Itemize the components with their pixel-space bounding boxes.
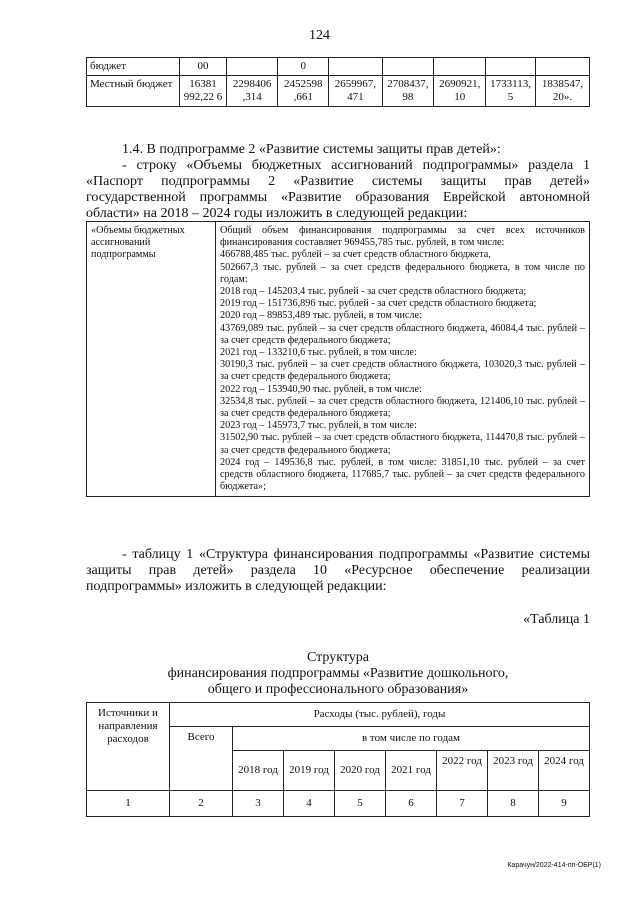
passport-line: 2023 год – 145973,7 тыс. рублей, в том числе: xyxy=(220,420,417,432)
passport-table xyxy=(86,221,590,497)
passport-line: 2020 год – 89853,489 тыс. рублей, в том числе: xyxy=(220,310,422,322)
column-number: 8 xyxy=(488,791,539,817)
column-number: 5 xyxy=(335,791,386,817)
structure-table xyxy=(86,702,590,817)
column-number: 6 xyxy=(386,791,437,817)
column-number: 2 xyxy=(170,791,233,817)
table-cell: 2690921, 10 xyxy=(434,76,486,107)
passport-line: 30190,3 тыс. рублей – за счет средств областного бюджета, 103020,3 тыс. рублей – за счет средств федерального бюджета; xyxy=(220,359,585,383)
structure-title-line: финансирования подпрограммы «Развитие дошкольного, xyxy=(167,666,509,681)
header-expenses: Расходы (тыс. рублей), годы xyxy=(170,703,590,727)
passport-line: 2021 год – 133210,6 тыс. рублей, в том числе: xyxy=(220,347,417,359)
table-cell: 00 xyxy=(180,58,227,76)
row-label: бюджет xyxy=(87,58,180,76)
table-row xyxy=(87,791,590,817)
table-cell: 1733113, 5 xyxy=(486,76,536,107)
header-year: 2024 год xyxy=(539,751,590,791)
table-cell: 2298406 ,314 xyxy=(227,76,278,107)
header-including: в том числе по годам xyxy=(233,727,590,751)
table-cell: 0 xyxy=(278,58,329,76)
table-header-row xyxy=(87,703,590,727)
header-year: 2019 год xyxy=(284,751,335,791)
page-number: 124 xyxy=(309,28,330,43)
passport-line: 2018 год – 145203,4 тыс. рублей - за счет средств областного бюджета; xyxy=(220,286,527,298)
header-sources: Источники и направления расходов xyxy=(87,703,170,791)
document-footer-code: Карачун/2022-414-пп-ОБР(1) xyxy=(507,862,601,869)
budget-table xyxy=(86,57,590,107)
passport-line: 502667,3 тыс. рублей – за счет средств федерального бюджета, в том числе по годам: xyxy=(220,261,585,285)
table-cell xyxy=(227,58,278,76)
header-year: 2020 год xyxy=(335,751,386,791)
column-number: 1 xyxy=(87,791,170,817)
table-cell xyxy=(329,58,382,76)
table-cell xyxy=(536,58,590,76)
passport-line: 2019 год – 151736,896 тыс. рублей - за счет средств областного бюджета; xyxy=(220,298,537,310)
row-label: Местный бюджет xyxy=(87,76,180,107)
paragraph-table-instruction: - таблицу 1 «Структура финансирования подпрограммы «Развитие системы защиты прав детей» раздела 10 «Ресурсное обеспечение реализации подпрограммы» изложить в следующей редакции: xyxy=(86,547,590,594)
passport-line: 2024 год – 149536,8 тыс. рублей, в том числе: 31851,10 тыс. рублей – за счет средств областного бюджета, 117685,7 тыс. рублей – за счет средств федерального бюджета»; xyxy=(220,456,585,493)
body-text-block-2 xyxy=(86,547,590,595)
table-cell xyxy=(434,58,486,76)
table-cell: 1838547, 20». xyxy=(536,76,590,107)
paragraph-subprogram-heading: 1.4. В подпрограмме 2 «Развитие системы защиты прав детей»: xyxy=(122,142,501,157)
table-cell: 16381 992,22 6 xyxy=(180,76,227,107)
header-year: 2021 год xyxy=(386,751,437,791)
header-year: 2018 год xyxy=(233,751,284,791)
table-row xyxy=(87,222,590,497)
structure-title xyxy=(86,650,590,698)
header-year: 2023 год xyxy=(488,751,539,791)
body-text-block xyxy=(86,142,590,222)
table-cell: 2708437, 98 xyxy=(382,76,434,107)
table-cell xyxy=(382,58,434,76)
column-number: 7 xyxy=(437,791,488,817)
header-total: Всего xyxy=(170,727,233,791)
table-row xyxy=(87,58,590,76)
passport-line: 31502,90 тыс. рублей – за счет средств областного бюджета, 114470,8 тыс. рублей – за счет средств федерального бюджета; xyxy=(220,432,585,456)
passport-line: 43769,089 тыс. рублей – за счет средств областного бюджета, 46084,4 тыс. рублей – за счет средств федерального бюджета; xyxy=(220,322,585,346)
column-number: 4 xyxy=(284,791,335,817)
passport-line: 32534,8 тыс. рублей – за счет средств областного бюджета, 121406,10 тыс. рублей – за счет средств федерального бюджета; xyxy=(220,395,585,420)
column-number: 3 xyxy=(233,791,284,817)
paragraph-passport-instruction: - строку «Объемы бюджетных ассигнований подпрограммы» раздела 1 «Паспорт подпрограммы 2 «Развитие системы защиты прав детей» государственной программы «Развитие образования Еврейской автономной области» на 2018 – 2024 годы изложить в следующей редакции: xyxy=(86,158,590,221)
passport-label: «Объемы бюджетных ассигнований подпрограммы xyxy=(87,222,216,497)
header-year: 2022 год xyxy=(437,751,488,791)
table-row xyxy=(87,76,590,107)
passport-line: 466788,485 тыс. рублей – за счет средств областного бюджета, xyxy=(220,249,491,261)
table-label: «Таблица 1 xyxy=(523,612,590,627)
passport-content xyxy=(216,222,590,497)
table-cell: 2452598 ,661 xyxy=(278,76,329,107)
passport-line: 2022 год – 153940,90 тыс. рублей, в том числе: xyxy=(220,383,422,395)
structure-title-line: общего и профессионального образования» xyxy=(207,682,469,697)
passport-line: Общий объем финансирования подпрограммы за счет всех источников финансирования составляет 969455,785 тыс. рублей, в том числе: xyxy=(220,225,585,249)
table-cell xyxy=(486,58,536,76)
structure-title-line: Структура xyxy=(306,650,370,665)
table-cell: 2659967, 471 xyxy=(329,76,382,107)
column-number: 9 xyxy=(539,791,590,817)
